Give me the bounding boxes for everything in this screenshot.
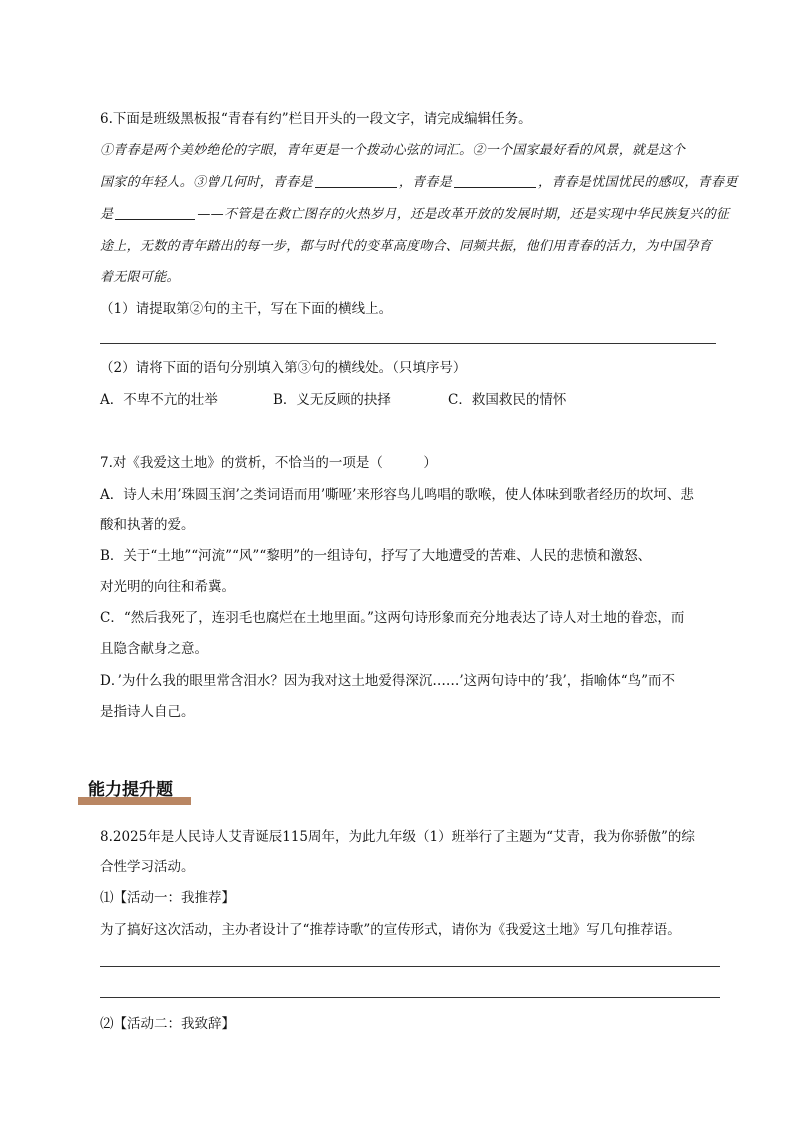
q7-option-d-line2: 是指诗人自己。: [100, 704, 195, 720]
q7-option-b-line2: 对光明的向往和希冀。: [100, 579, 235, 595]
answer-line[interactable]: [100, 966, 720, 967]
q7-option-c-line2: 且隐含献身之意。: [100, 641, 208, 657]
q7-option-a-line2: 酸和执著的爱。: [100, 517, 195, 533]
fill-blank-1[interactable]: [315, 173, 397, 188]
section-banner: [78, 779, 191, 806]
q7-option-d-line1: D．’为什么我的眼里常含泪水？因为我对这土地爱得深沉……’这两句诗中的’我’，指喻体“鸟”而不: [100, 673, 676, 689]
option-a: A．不卑不亢的壮举: [100, 392, 218, 408]
q8-activity2-title: ⑵【活动二：我致辞】: [100, 1016, 235, 1032]
passage-text: ——不管是在救亡图存的火热岁月，还是改革开放的发展时期，还是实现中华民族复兴的征: [197, 207, 730, 222]
q6-passage-line: [100, 205, 729, 225]
q6-passage-line: 途上，无数的青年踏出的每一步，都与时代的变革高度吻合、同频共振，他们用青春的活力，为中国孕育: [100, 239, 712, 254]
q7-stem: 7.对《我爱这土地》的赏析，不恰当的一项是（ ）: [100, 455, 437, 471]
fill-blank-3[interactable]: [115, 205, 195, 220]
passage-text: 国家的年轻人。③曾几何时，青春是: [100, 175, 313, 190]
q8-activity1-title: ⑴【活动一：我推荐】: [100, 890, 235, 906]
q6-passage-line: ①青春是两个美妙绝伦的字眼，青年更是一个拨动心弦的词汇。②一个国家最好看的风景，就是这个: [100, 143, 686, 158]
q6-sub1: （1）请提取第②句的主干，写在下面的横线上。: [100, 301, 393, 317]
option-c: C．救国救民的情怀: [448, 392, 567, 408]
answer-line[interactable]: [100, 997, 720, 998]
fill-blank-2[interactable]: [454, 173, 536, 188]
passage-text: ，青春是忧国忧民的感叹，青春更: [538, 175, 738, 190]
passage-text: ，青春是: [398, 175, 453, 190]
q8-stem-line1: 8.2025年是人民诗人艾青诞辰115周年，为此九年级（1）班举行了主题为“艾青，我为你骄傲”的综: [100, 829, 695, 845]
q7-option-a-line1: A．诗人未用’珠圆玉润’之类词语而用’嘶哑’来形容鸟儿鸣唱的歌喉，使人体味到歌者经历的坎坷、悲: [100, 487, 694, 503]
answer-line[interactable]: [100, 343, 716, 344]
q6-passage-line: [100, 173, 738, 193]
q6-sub2: （2）请将下面的语句分别填入第③句的横线处。（只填序号）: [100, 360, 467, 376]
q8-stem-line2: 合性学习活动。: [100, 859, 195, 875]
q6-passage-line: 着无限可能。: [100, 270, 180, 285]
q7-option-c-line1: C．“然后我死了，连羽毛也腐烂在土地里面。”这两句诗形象而充分地表达了诗人对土地的眷恋，而: [100, 610, 685, 626]
passage-text: 是: [100, 207, 114, 222]
q8-activity1-prompt: 为了搞好这次活动，主办者设计了“推荐诗歌”的宣传形式，请你为《我爱这土地》写几句推荐语。: [100, 922, 681, 938]
q7-option-b-line1: B．关于“土地”“河流”“风”“黎明”的一组诗句，抒写了大地遭受的苦难、人民的悲愤和激怒、: [100, 548, 652, 564]
q6-stem: 6.下面是班级黑板报“青春有约”栏目开头的一段文字，请完成编辑任务。: [100, 111, 532, 127]
section-title: 能力提升题: [88, 780, 173, 800]
option-b: B．义无反顾的抉择: [273, 392, 391, 408]
